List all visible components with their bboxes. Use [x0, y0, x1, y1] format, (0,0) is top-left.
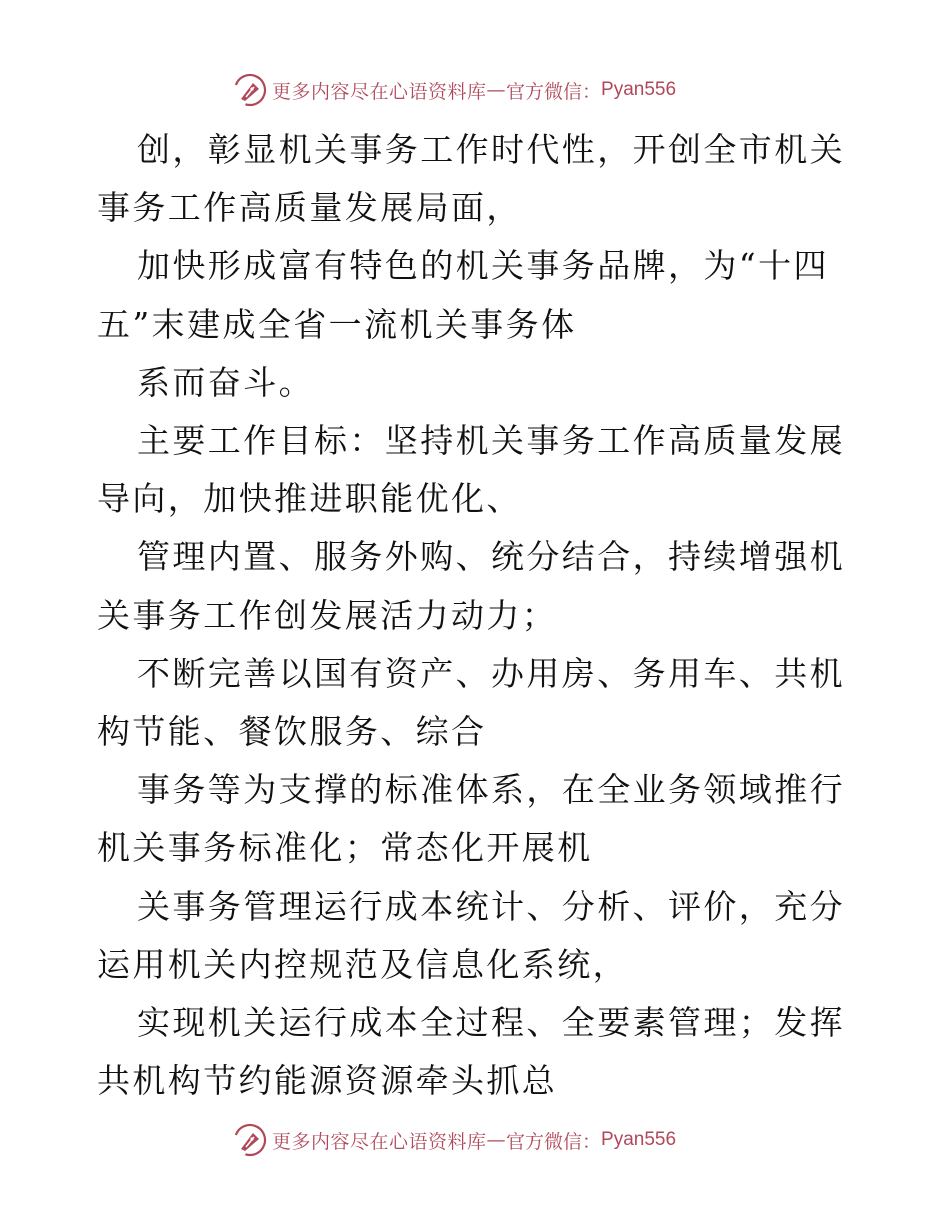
banner-wechat-label: 官方微信： [506, 80, 602, 103]
paragraph-7: 事务等为支撑的标准体系，在全业务领域推行机关事务标准化；常态化开展机 [97, 770, 845, 868]
banner-slogan: 更多内容尽在心语资料库 [272, 80, 487, 103]
footer-banner [232, 1120, 732, 1160]
banner-wechat-label: 官方微信： [506, 1130, 602, 1153]
banner-separator: — [486, 1129, 507, 1151]
paragraph-6: 不断完善以国有资产、办用房、务用车、共机构节能、餐饮服务、综合 [97, 653, 845, 752]
banner-wechat-id: Pyan556 [601, 79, 677, 100]
document-body [97, 121, 857, 1110]
banner-separator: — [486, 79, 507, 101]
paragraph-2: 加快形成富有特色的机关事务品牌，为“十四五”末建成全省一流机关事务体 [97, 246, 829, 344]
paragraph-4: 主要工作目标：坚持机关事务工作高质量发展导向，加快推进职能优化、 [97, 421, 845, 519]
paragraph-1: 创，彰显机关事务工作时代性，开创全市机关事务工作高质量发展局面， [97, 130, 845, 228]
banner-slogan: 更多内容尽在心语资料库 [272, 1130, 487, 1153]
pen-nib-logo-icon [232, 72, 268, 108]
paragraph-9: 实现机关运行成本全过程、全要素管理；发挥共机构节约能源资源牵头抓总 [97, 1003, 845, 1101]
paragraph-8: 关事务管理运行成本统计、分析、评价，充分运用机关内控规范及信息化系统， [97, 886, 845, 984]
banner-wechat-id: Pyan556 [601, 1129, 677, 1150]
paragraph-5: 管理内置、服务外购、统分结合，持续增强机关事务工作创发展活力动力； [97, 537, 845, 635]
header-banner [232, 70, 732, 110]
pen-nib-logo-icon [232, 1122, 268, 1158]
paragraph-3: 系而奋斗。 [137, 362, 314, 402]
